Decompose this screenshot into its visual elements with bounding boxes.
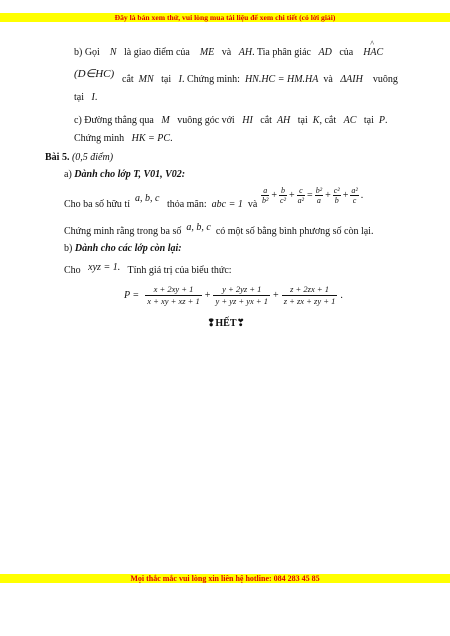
part-b-line-2 — [74, 68, 114, 81]
math-abc: a, b, c — [186, 222, 211, 233]
fraction — [282, 284, 338, 307]
denominator: b — [334, 196, 339, 205]
bai5-a-title: Dành cho lớp T, V01, V02: — [74, 169, 186, 180]
math-MN: MN — [138, 74, 154, 85]
denominator: a² — [297, 196, 305, 205]
bai5-b-heading — [64, 243, 182, 255]
math-ME: ME — [199, 47, 215, 58]
math-N: N — [109, 47, 117, 58]
fraction — [279, 186, 287, 205]
text: và — [221, 47, 232, 58]
text: Chứng minh — [74, 133, 125, 144]
end-text: HẾT — [215, 318, 237, 329]
denominator: c² — [280, 196, 286, 205]
fraction — [315, 186, 323, 205]
text: tại — [161, 74, 172, 85]
numerator: c — [297, 186, 305, 196]
end-right-glyph: ❣ — [236, 318, 245, 329]
denominator: a — [316, 196, 321, 205]
bai5-b-title: Dành cho các lớp còn lại: — [74, 243, 182, 254]
text: Cho — [64, 265, 81, 276]
math-AH: AH — [238, 47, 253, 58]
text: của — [339, 47, 354, 58]
text: , cắt — [319, 115, 337, 126]
text: thỏa mãn: — [166, 199, 207, 210]
numerator: z + 2zx + 1 — [282, 284, 338, 296]
label: a) — [64, 169, 72, 180]
text: . Chứng minh: — [182, 74, 240, 85]
plus: + — [204, 290, 211, 301]
text: cắt — [122, 74, 134, 85]
bai5-a-equation — [260, 186, 364, 205]
math-triangle: ΔAIH — [340, 74, 363, 85]
math-AC: AC — [343, 115, 357, 126]
bai5-heading — [45, 152, 113, 164]
fraction — [333, 186, 341, 205]
numerator: a² — [351, 186, 358, 195]
equals: = — [307, 190, 313, 201]
text: . — [94, 92, 98, 103]
denominator: y + yz + yx + 1 — [215, 296, 269, 306]
bai5-title: Bài 5. — [45, 152, 70, 163]
math-abc-eq-1: abc = 1 — [211, 199, 243, 210]
plus: + — [271, 190, 278, 201]
fraction — [261, 186, 269, 205]
text: và — [247, 199, 258, 210]
label: b) — [64, 243, 73, 254]
math-xyz: xyz = 1. — [88, 262, 121, 273]
text: tại — [363, 115, 374, 126]
bai5-b-given — [64, 262, 232, 277]
text: . — [170, 133, 173, 144]
math-M: M — [161, 115, 170, 126]
numerator: c² — [333, 186, 340, 195]
math-I: I — [178, 74, 182, 85]
math-equation: HN.HC = HM.HA — [244, 74, 319, 85]
text: Cho ba số hữu tỉ — [64, 199, 130, 210]
part-c-line-2 — [74, 133, 173, 145]
angle-HAC — [363, 39, 384, 59]
bai5-a-heading — [64, 169, 185, 181]
plus: + — [325, 190, 331, 201]
end-left-glyph: ❢ — [207, 318, 216, 329]
part-b-line-2b — [122, 74, 398, 86]
text: Tính giá trị của biểu thức: — [127, 265, 232, 276]
denominator: z + zx + zy + 1 — [283, 296, 336, 306]
preview-banner: Đây là bản xem thử, vui lòng mua tài liệu để xem chi tiết (có lời giải) — [0, 13, 450, 22]
denominator: c — [352, 196, 357, 205]
text: cắt — [260, 115, 272, 126]
angle-hat: ^ — [370, 39, 374, 48]
part-c-line-1 — [74, 115, 388, 127]
text: tại — [297, 115, 308, 126]
hotline-banner: Mọi thắc mắc vui lòng xin liên hệ hotline: 084 283 45 85 — [0, 574, 450, 583]
math-D-in-HC: (D∈HC) — [74, 68, 115, 80]
plus: + — [289, 190, 295, 201]
fraction — [350, 186, 358, 205]
math-AD: AD — [318, 47, 332, 58]
text: vuông — [372, 74, 398, 85]
math-HK-PC: HK = PC — [131, 133, 171, 144]
part-b-line-3 — [74, 92, 97, 104]
math-K: K — [312, 115, 320, 126]
math-I: I — [91, 92, 95, 103]
fraction — [145, 284, 202, 307]
part-b-line-1 — [74, 39, 384, 59]
text: tại — [74, 92, 84, 103]
math-HAC: HAC — [363, 47, 384, 58]
text: có một số bằng bình phương số còn lại. — [215, 226, 374, 237]
numerator: a — [261, 186, 269, 196]
numerator: x + 2xy + 1 — [145, 284, 202, 296]
end-marker — [207, 318, 245, 330]
P-label: P = — [124, 290, 140, 301]
math-abc: a, b, c — [134, 193, 160, 204]
fraction — [213, 284, 270, 307]
numerator: y + 2yz + 1 — [213, 284, 270, 296]
denominator: x + xy + xz + 1 — [147, 296, 200, 306]
text: c) Đường thẳng qua — [74, 115, 154, 126]
fraction — [297, 186, 305, 205]
numerator: b² — [315, 186, 323, 195]
math-HI: HI — [242, 115, 253, 126]
bai5-points: (0,5 điểm) — [71, 152, 114, 163]
text: vuông góc với — [177, 115, 235, 126]
plus: + — [273, 290, 279, 301]
bai5-a-condition-left — [64, 193, 258, 211]
text: b) Gọi — [74, 47, 100, 58]
numerator: b — [281, 186, 286, 195]
period: . — [340, 290, 343, 301]
text: và — [323, 74, 333, 85]
plus: + — [342, 190, 349, 201]
text: . Tia phân giác — [252, 47, 311, 58]
math-AH: AH — [276, 115, 291, 126]
text: . — [385, 115, 388, 126]
denominator: b² — [262, 196, 269, 205]
text: là giao điểm của — [124, 47, 190, 58]
math-P: P — [378, 115, 385, 126]
period: . — [360, 190, 364, 201]
expression-P — [124, 284, 344, 307]
text: Chứng minh rằng trong ba số — [64, 226, 182, 237]
bai5-a-prove — [64, 222, 374, 238]
